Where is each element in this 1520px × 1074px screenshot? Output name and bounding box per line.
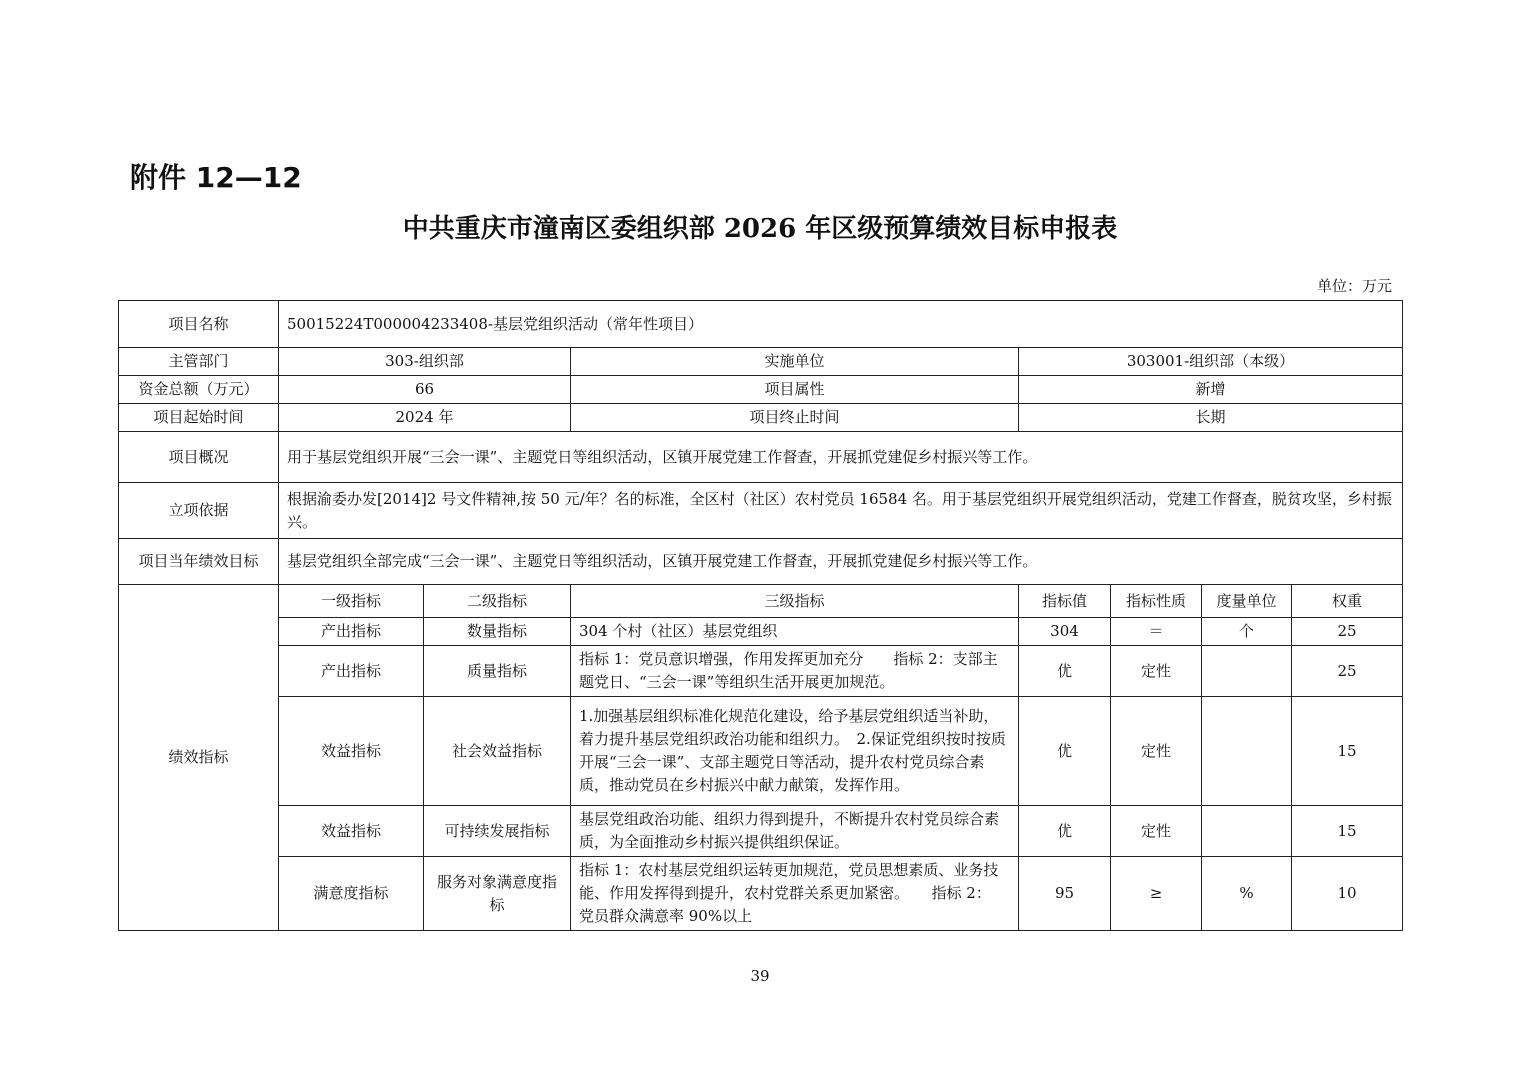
page-title: 中共重庆市潼南区委组织部 2026 年区级预算绩效目标申报表 [402,214,1118,244]
start-label: 项目起始时间 [119,404,279,432]
table-row [119,483,1403,539]
header-weight: 权重 [1292,585,1403,618]
attr-label: 项目属性 [571,376,1019,404]
page-number: 39 [750,967,770,985]
end-value: 长期 [1019,404,1403,432]
table-row [119,646,1403,697]
level2-cell: 数量指标 [424,618,571,646]
table-row [119,539,1403,585]
nature-cell: 定性 [1111,697,1202,806]
weight-cell: 25 [1292,646,1403,697]
weight-cell: 10 [1292,857,1403,931]
level1-cell: 满意度指标 [279,857,424,931]
table-row [119,348,1403,376]
header-level1: 一级指标 [279,585,424,618]
header-nature: 指标性质 [1111,585,1202,618]
value-cell: 优 [1019,806,1111,857]
level2-cell: 可持续发展指标 [424,806,571,857]
header-level3: 三级指标 [571,585,1019,618]
value-cell: 优 [1019,646,1111,697]
table-row [119,857,1403,931]
impl-label: 实施单位 [571,348,1019,376]
nature-cell: ≥ [1111,857,1202,931]
unit-cell [1202,646,1292,697]
unit-cell [1202,697,1292,806]
table-row [119,806,1403,857]
value-cell: 优 [1019,697,1111,806]
table-row [119,697,1403,806]
impl-value: 303001-组织部（本级） [1019,348,1403,376]
level1-cell: 效益指标 [279,806,424,857]
start-value: 2024 年 [279,404,571,432]
attr-value: 新增 [1019,376,1403,404]
end-label: 项目终止时间 [571,404,1019,432]
table-row [119,432,1403,483]
weight-cell: 15 [1292,697,1403,806]
level3-cell: 指标 1：党员意识增强，作用发挥更加充分 指标 2：支部主题党日、“三会一课”等组织生活开展更加规范。 [571,646,1019,697]
table-row [119,376,1403,404]
project-name-label: 项目名称 [119,301,279,348]
funds-value: 66 [279,376,571,404]
overview-label: 项目概况 [119,432,279,483]
header-level2: 二级指标 [424,585,571,618]
header-value: 指标值 [1019,585,1111,618]
level2-cell: 社会效益指标 [424,697,571,806]
dept-label: 主管部门 [119,348,279,376]
level3-cell: 指标 1：农村基层党组织运转更加规范，党员思想素质、业务技能、作用发挥得到提升，农村党群关系更加紧密。 指标 2： 党员群众满意率 90%以上 [571,857,1019,931]
level2-cell: 质量指标 [424,646,571,697]
unit-cell [1202,806,1292,857]
value-cell: 95 [1019,857,1111,931]
level1-cell: 产出指标 [279,618,424,646]
nature-cell: 定性 [1111,806,1202,857]
indicator-header-row [119,585,1403,618]
level2-cell: 服务对象满意度指标 [424,857,571,931]
unit-cell: 个 [1202,618,1292,646]
level1-cell: 效益指标 [279,697,424,806]
basis-value: 根据渝委办发[2014]2 号文件精神,按 50 元/年？名的标准，全区村（社区）农村党员 16584 名。用于基层党组织开展党组织活动，党建工作督查，脱贫攻坚，乡村振兴。 [279,483,1403,539]
attachment-label: 附件 12—12 [130,161,302,194]
weight-cell: 15 [1292,806,1403,857]
unit-label: 单位：万元 [1316,277,1392,295]
weight-cell: 25 [1292,618,1403,646]
overview-value: 用于基层党组织开展“三会一课”、主题党日等组织活动，区镇开展党建工作督查，开展抓党建促乡村振兴等工作。 [279,432,1403,483]
unit-cell: % [1202,857,1292,931]
level3-cell: 304 个村（社区）基层党组织 [571,618,1019,646]
table-row [119,301,1403,348]
header-unit: 度量单位 [1202,585,1292,618]
level3-cell: 1.加强基层组织标准化规范化建设，给予基层党组织适当补助，着力提升基层党组织政治功能和组织力。 2.保证党组织按时按质开展“三会一课”、支部主题党日等活动，提升农村党员综合素质，推动党员在乡村振兴中献力献策，发挥作用。 [571,697,1019,806]
table-row [119,618,1403,646]
project-name-value: 50015224T000004233408-基层党组织活动（常年性项目） [279,301,1403,348]
table-row [119,404,1403,432]
goal-value: 基层党组织全部完成“三会一课”、主题党日等组织活动，区镇开展党建工作督查，开展抓党建促乡村振兴等工作。 [279,539,1403,585]
nature-cell: ＝ [1111,618,1202,646]
funds-label: 资金总额（万元） [119,376,279,404]
budget-table [118,300,1403,931]
level3-cell: 基层党组政治功能、组织力得到提升，不断提升农村党员综合素质，为全面推动乡村振兴提供组织保证。 [571,806,1019,857]
dept-value: 303-组织部 [279,348,571,376]
basis-label: 立项依据 [119,483,279,539]
value-cell: 304 [1019,618,1111,646]
nature-cell: 定性 [1111,646,1202,697]
goal-label: 项目当年绩效目标 [119,539,279,585]
indicators-section-label: 绩效指标 [119,585,279,931]
level1-cell: 产出指标 [279,646,424,697]
